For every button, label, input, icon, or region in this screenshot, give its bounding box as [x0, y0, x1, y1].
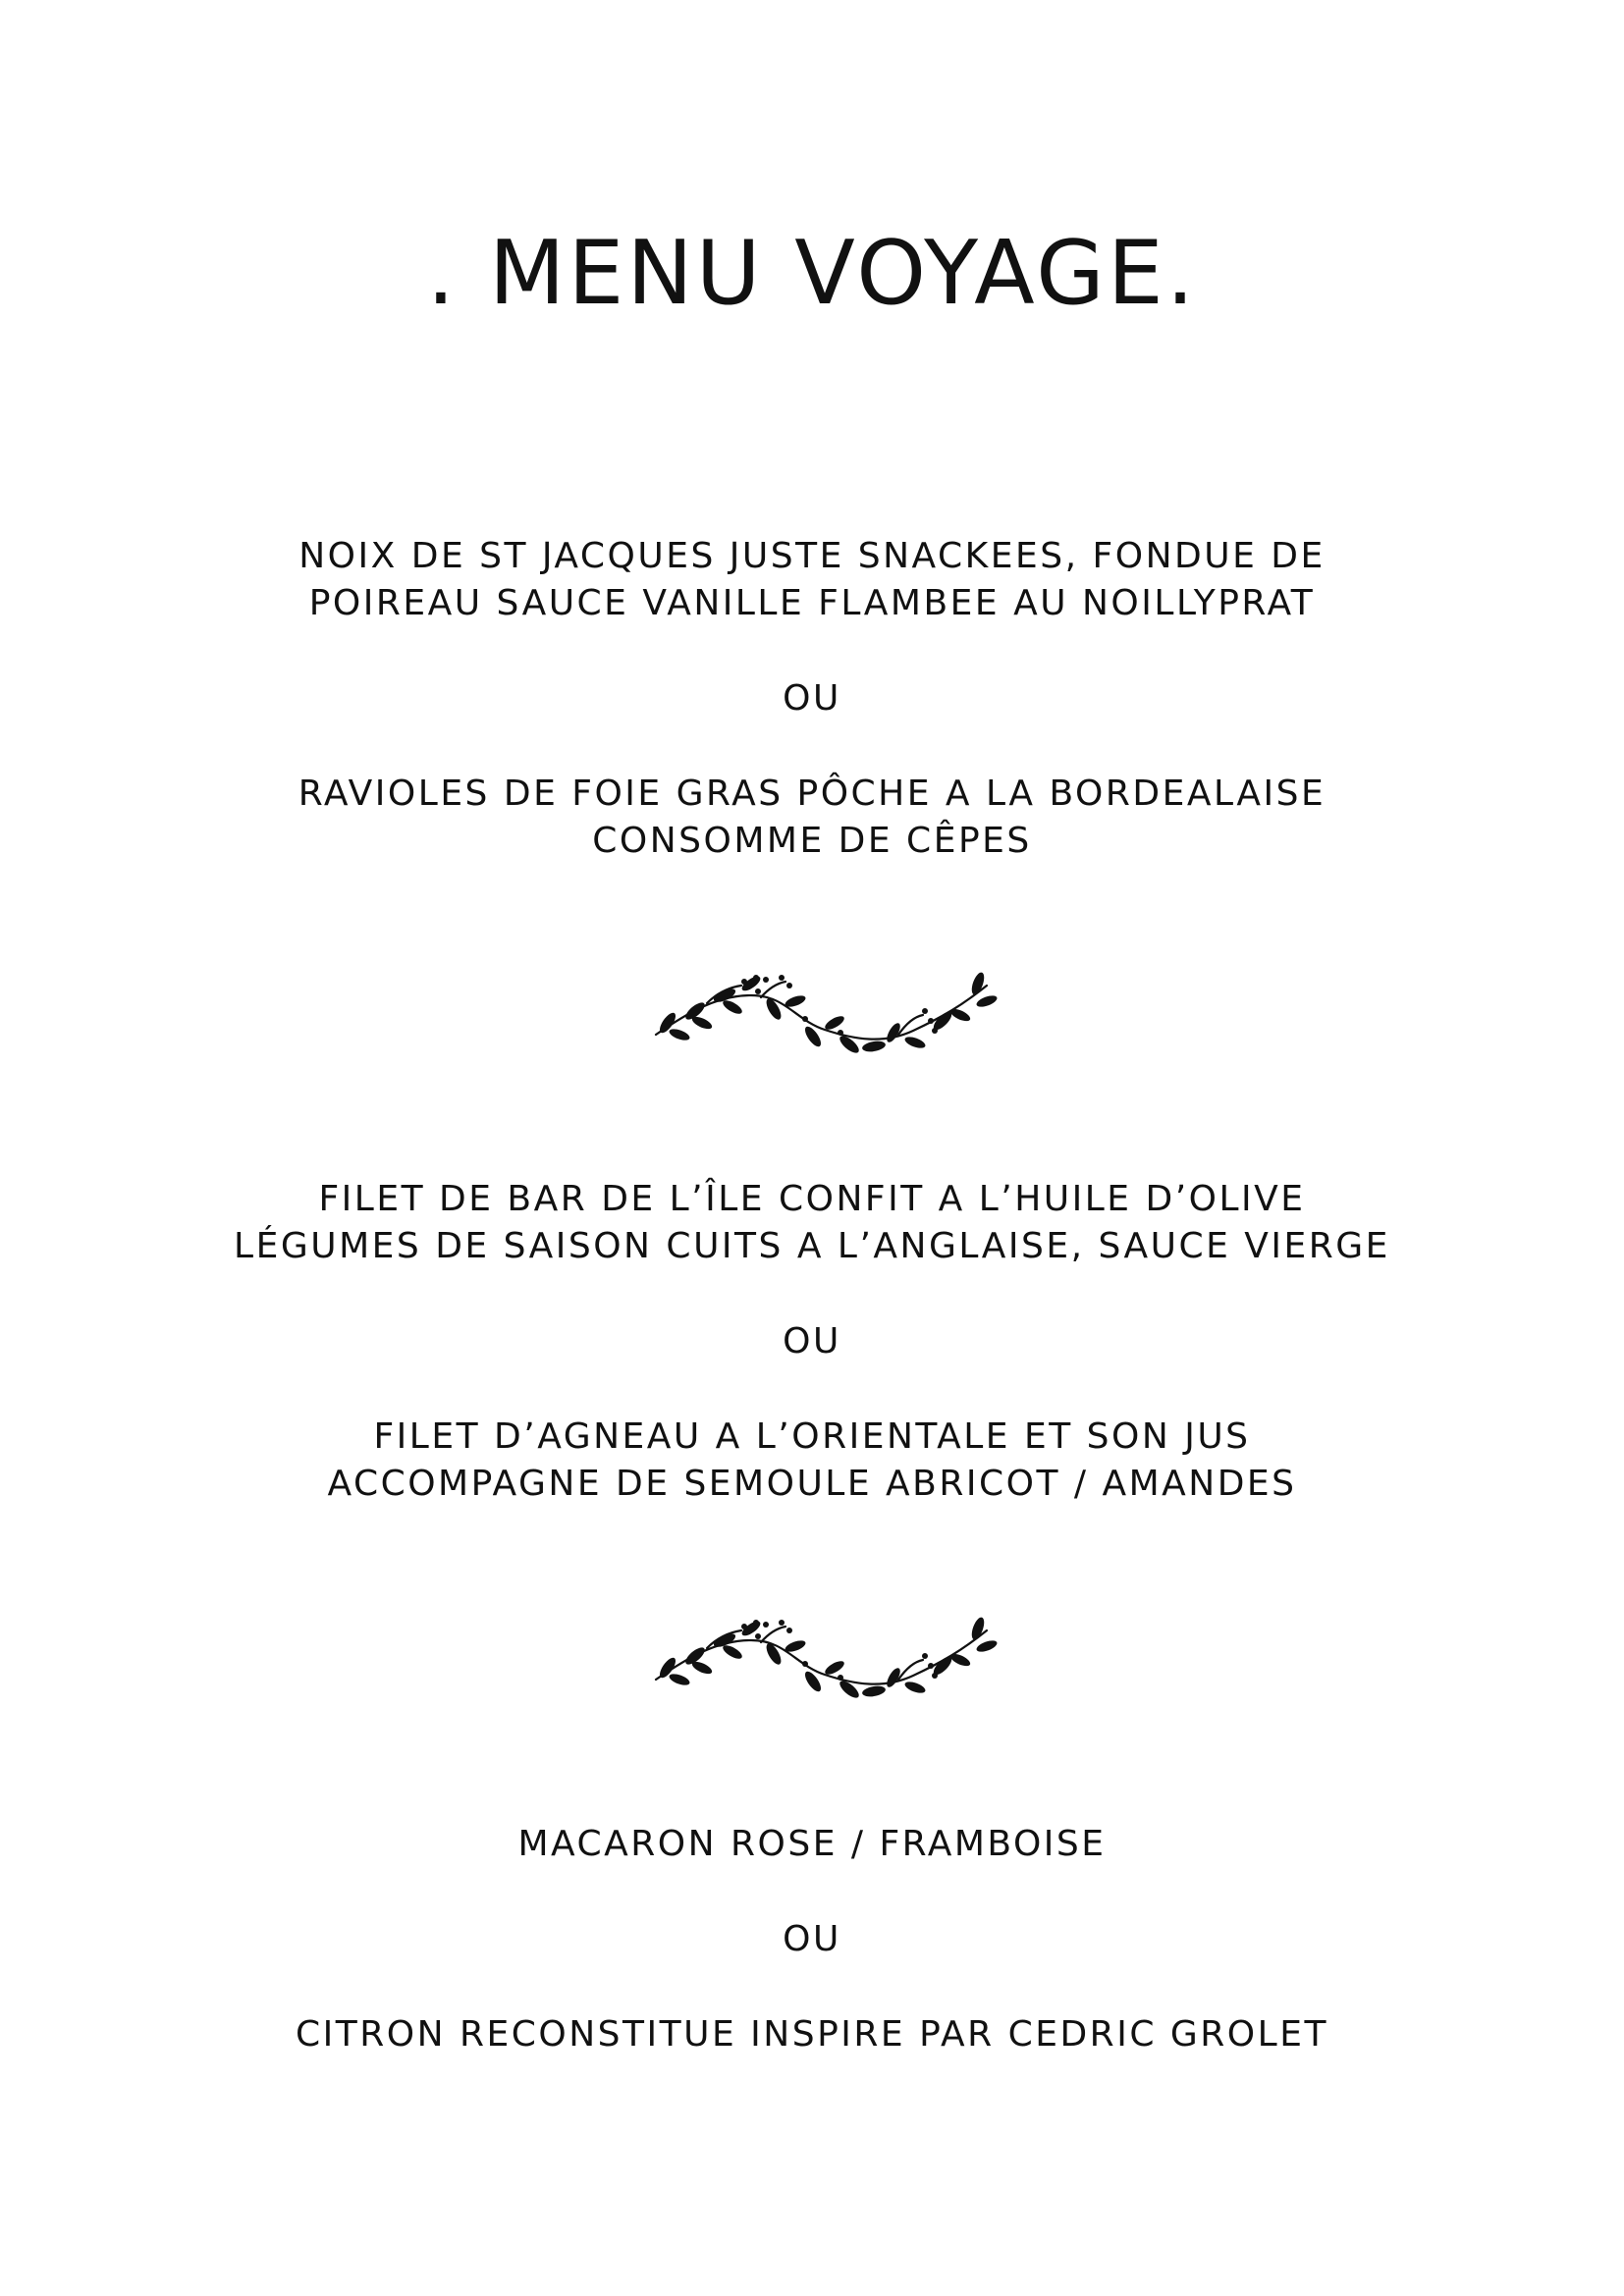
dessert-option-2: CITRON RECONSTITUE INSPIRE PAR CEDRIC GROLET	[296, 2014, 1328, 2055]
menu-title: . MENU VOYAGE.	[426, 222, 1198, 325]
main-separator: OU	[783, 1321, 841, 1362]
starter-option-2-line-1: RAVIOLES DE FOIE GRAS PÔCHE A LA BORDEALAISE	[298, 774, 1326, 814]
main-option-2-line-1: FILET D’AGNEAU A L’ORIENTALE ET SON JUS	[373, 1416, 1251, 1457]
leafy-vine-icon	[648, 966, 1001, 1074]
main-option-2-line-2: ACCOMPAGNE DE SEMOULE ABRICOT / AMANDES	[327, 1464, 1297, 1504]
main-option-1-line-2: LÉGUMES DE SAISON CUITS A L’ANGLAISE, SAUCE VIERGE	[234, 1226, 1390, 1266]
starter-option-1-line-2: POIREAU SAUCE VANILLE FLAMBEE AU NOILLYPRAT	[308, 583, 1316, 623]
starter-option-2-line-2: CONSOMME DE CÊPES	[592, 821, 1032, 861]
starter-separator: OU	[783, 678, 841, 719]
dessert-option-1: MACARON ROSE / FRAMBOISE	[517, 1824, 1107, 1864]
main-option-1-line-1: FILET DE BAR DE L’ÎLE CONFIT A L’HUILE D’OLIVE	[318, 1179, 1306, 1219]
leafy-vine-icon	[648, 1611, 1001, 1719]
starter-option-1-line-1: NOIX DE ST JACQUES JUSTE SNACKEES, FONDUE DE	[298, 536, 1326, 576]
dessert-separator: OU	[783, 1919, 841, 1959]
